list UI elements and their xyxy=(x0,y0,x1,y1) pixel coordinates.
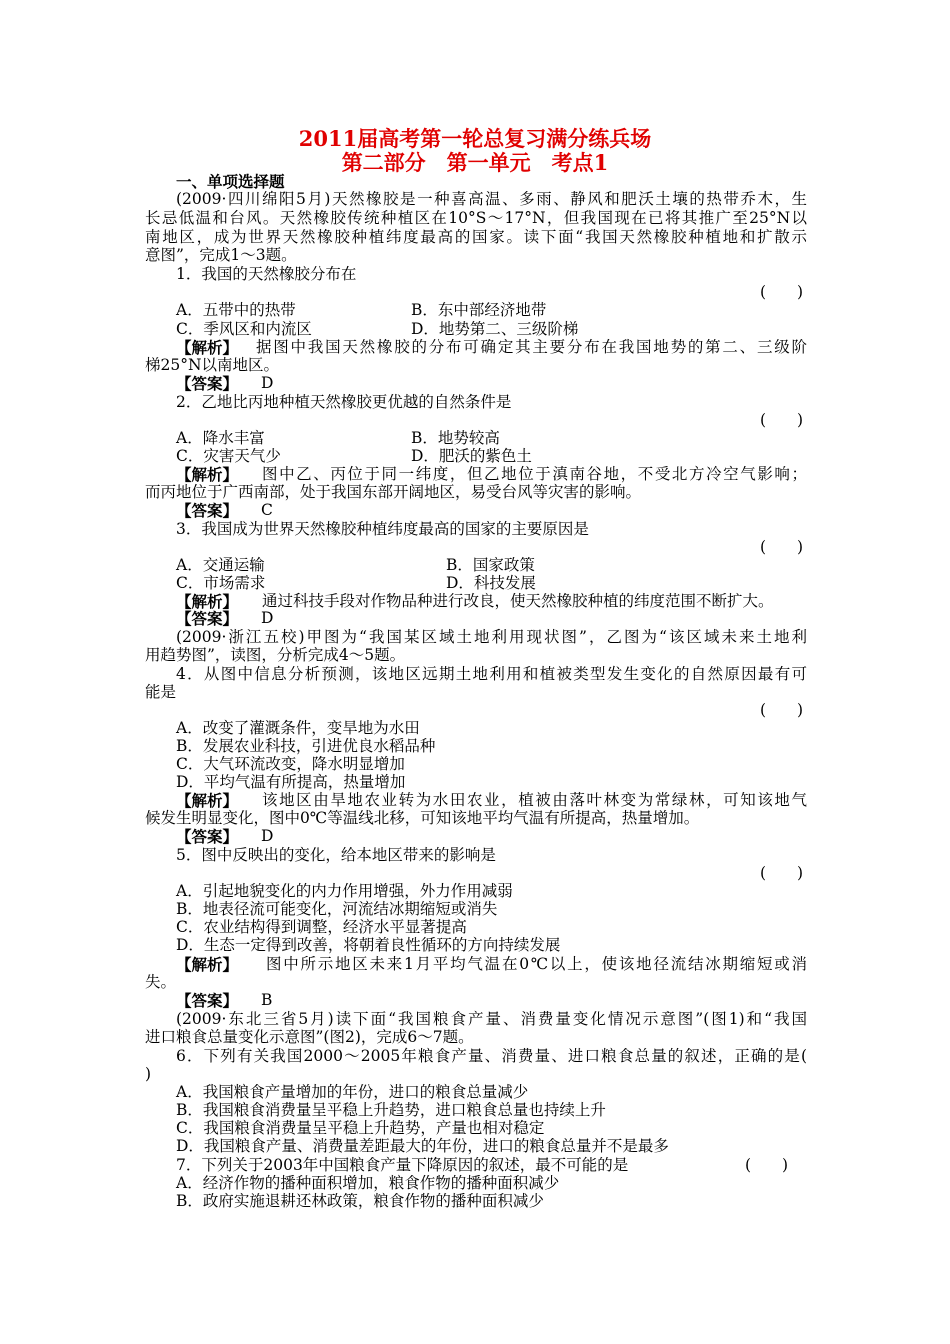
option: D．肥沃的紫色土 xyxy=(411,447,532,465)
answer-blank: ( ) xyxy=(760,701,804,719)
option: D．生态一定得到改善，将朝着良性循环的方向持续发展 xyxy=(176,936,561,954)
document-title: 2011届高考第一轮总复习满分练兵场 xyxy=(298,126,652,151)
answer-value: D xyxy=(261,827,274,845)
question-stem: 能是 xyxy=(145,683,177,701)
question-stem: 5．图中反映出的变化，给本地区带来的影响是 xyxy=(176,846,496,864)
option: B．地表径流可能变化，河流结冰期缩短或消失 xyxy=(176,900,498,918)
analysis-tag: 【解析】 xyxy=(176,955,239,974)
option: A．经济作物的播种面积增加，粮食作物的播种面积减少 xyxy=(176,1174,560,1192)
intro-line: 长忌低温和台风。天然橡胶传统种植区在10°S～17°N，但我国现在已将其推广至25°N以 xyxy=(145,209,807,227)
option: B．我国粮食消费量呈平稳上升趋势，进口粮食总量也持续上升 xyxy=(176,1101,606,1119)
answer-blank: ( ) xyxy=(760,538,804,556)
option: C．我国粮食消费量呈平稳上升趋势，产量也相对稳定 xyxy=(176,1119,545,1137)
option: B．东中部经济地带 xyxy=(411,301,547,319)
intro-line: (2009·东北三省5月)读下面“我国粮食产量、消费量变化情况示意图”(图1)和“我国 xyxy=(176,1010,807,1028)
option: D．科技发展 xyxy=(446,574,536,592)
answer-value: D xyxy=(261,374,274,392)
option: C．灾害天气少 xyxy=(176,447,281,465)
option: A．五带中的热带 xyxy=(176,301,296,319)
answer-value: B xyxy=(261,991,273,1009)
analysis-text: 图中所示地区未来1月平均气温在0℃以上，使该地径流结冰期缩短或消 xyxy=(266,955,807,973)
option: D．地势第二、三级阶梯 xyxy=(411,320,579,338)
option: A．降水丰富 xyxy=(176,429,265,447)
analysis-text: 候发生明显变化，图中0℃等温线北移，可知该地平均气温有所提高，热量增加。 xyxy=(145,809,700,827)
section-heading: 一、单项选择题 xyxy=(176,172,285,191)
intro-line: (2009·浙江五校)甲图为“我国某区域土地利用现状图”，乙图为“该区域未来土地利 xyxy=(176,628,807,646)
option: A．引起地貌变化的内力作用增强，外力作用减弱 xyxy=(176,882,513,900)
option: D．平均气温有所提高，热量增加 xyxy=(176,773,406,791)
analysis-text: 该地区由旱地农业转为水田农业，植被由落叶林变为常绿林，可知该地气 xyxy=(262,791,807,809)
option: A．我国粮食产量增加的年份，进口的粮食总量减少 xyxy=(176,1083,529,1101)
question-stem: 4．从图中信息分析预测，该地区远期土地利用和植被类型发生变化的自然原因最有可 xyxy=(176,665,807,683)
intro-line: (2009·四川绵阳5月)天然橡胶是一种喜高温、多雨、静风和肥沃土壤的热带乔木，生 xyxy=(176,190,807,208)
option: A．交通运输 xyxy=(176,556,265,574)
option: B．发展农业科技，引进优良水稻品种 xyxy=(176,737,436,755)
answer-tag: 【答案】 xyxy=(176,991,239,1010)
intro-line: 意图”，完成1～3题。 xyxy=(145,246,297,264)
option: C．大气环流改变，降水明显增加 xyxy=(176,755,405,773)
option: C．农业结构得到调整，经济水平显著提高 xyxy=(176,918,467,936)
answer-blank: ( ) xyxy=(760,283,804,301)
analysis-text: 而丙地位于广西南部，处于我国东部开阔地区，易受台风等灾害的影响。 xyxy=(145,483,642,501)
analysis-tag: 【解析】 xyxy=(176,592,239,611)
option: B．地势较高 xyxy=(411,429,500,447)
answer-blank: ( ) xyxy=(760,864,804,882)
document-subtitle: 第二部分 第一单元 考点1 xyxy=(341,150,609,175)
question-stem: 1．我国的天然橡胶分布在 xyxy=(176,265,357,283)
answer-blank: ( ) xyxy=(745,1156,789,1174)
option: C．季风区和内流区 xyxy=(176,320,312,338)
question-stem: 2．乙地比丙地种植天然橡胶更优越的自然条件是 xyxy=(176,393,512,411)
answer-tag: 【答案】 xyxy=(176,609,239,628)
option: C．市场需求 xyxy=(176,574,266,592)
option: A．改变了灌溉条件，变旱地为水田 xyxy=(176,719,420,737)
analysis-text: 失。 xyxy=(145,973,177,991)
answer-value: D xyxy=(261,609,274,627)
analysis-text: 通过科技手段对作物品种进行改良，使天然橡胶种植的纬度范围不断扩大。 xyxy=(262,592,774,610)
answer-tag: 【答案】 xyxy=(176,374,239,393)
intro-line: 用趋势图”，读图，分析完成4～5题。 xyxy=(145,646,406,664)
question-stem: 7．下列关于2003年中国粮食产量下降原因的叙述，最不可能的是 xyxy=(176,1156,629,1174)
analysis-text: 图中乙、丙位于同一纬度，但乙地位于滇南谷地，不受北方冷空气影响； xyxy=(262,465,807,483)
option: B．政府实施退耕还林政策，粮食作物的播种面积减少 xyxy=(176,1192,544,1210)
option: B．国家政策 xyxy=(446,556,535,574)
analysis-tag: 【解析】 xyxy=(176,791,239,810)
answer-tag: 【答案】 xyxy=(176,827,239,846)
answer-blank: ( ) xyxy=(760,411,804,429)
option: D．我国粮食产量、消费量差距最大的年份，进口的粮食总量并不是最多 xyxy=(176,1137,669,1155)
intro-line: 南地区，成为世界天然橡胶种植纬度最高的国家。读下面“我国天然橡胶种植地和扩散示 xyxy=(145,228,807,246)
analysis-text: 据图中我国天然橡胶的分布可确定其主要分布在我国地势的第二、三级阶 xyxy=(256,338,807,356)
intro-line: 进口粮食总量变化示意图”(图2)，完成6～7题。 xyxy=(145,1028,474,1046)
question-stem: ) xyxy=(145,1065,152,1083)
analysis-tag: 【解析】 xyxy=(176,465,239,484)
analysis-text: 梯25°N以南地区。 xyxy=(145,356,280,374)
question-stem: 3．我国成为世界天然橡胶种植纬度最高的国家的主要原因是 xyxy=(176,520,589,538)
answer-tag: 【答案】 xyxy=(176,501,239,520)
question-stem: 6．下列有关我国2000～2005年粮食产量、消费量、进口粮食总量的叙述，正确的是( xyxy=(176,1047,807,1065)
analysis-tag: 【解析】 xyxy=(176,338,239,357)
answer-value: C xyxy=(261,501,273,519)
